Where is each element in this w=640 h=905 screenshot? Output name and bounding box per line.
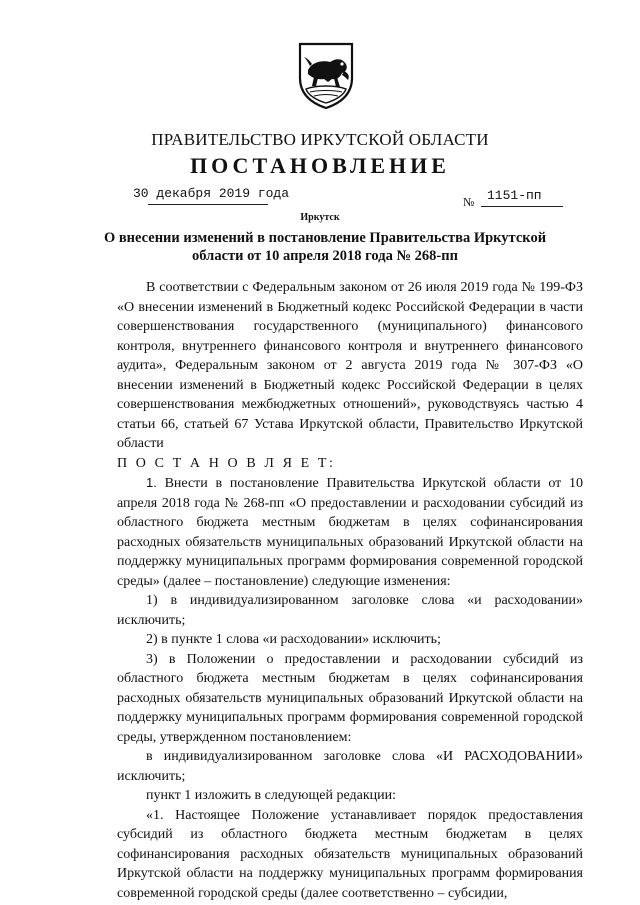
subitem-2: 2) в пункте 1 слова «и расходовании» исключить;	[146, 632, 441, 647]
document-body	[117, 278, 583, 903]
quoted-new-text: «1. Настоящее Положение устанавливает порядок предоставления субсидий из областного бюджета местным бюджетам в целях софинансирования расходных обязательств муниципальных образований Иркутской области на поддержку муниципальных программ формирования современной городской среды (далее соответственно – субсидии,	[117, 807, 583, 901]
item-1-number: 1.	[146, 475, 157, 490]
preamble-paragraph: В соответствии с Федеральным законом от 26 июля 2019 года № 199-ФЗ «О внесении изменений в Бюджетный кодекс Российской Федерации в части совершенствования государственного (муниципального) финансового контроля, внутреннего финансового контроля и внутреннего финансового аудита», Федеральным законом от 2 августа 2019 года № 307-ФЗ «О внесении изменений в Бюджетный кодекс Российской Федерации в целях совершенствования межбюджетных отношений», руководствуясь частью 4 статьи 66, статьей 67 Устава Иркутской области, Правительство Иркутской области	[117, 280, 583, 451]
document-type: ПОСТАНОВЛЕНИЕ	[190, 153, 450, 178]
number-underline	[481, 206, 563, 207]
number-sign: №	[463, 195, 475, 209]
subitem-3-point-1: пункт 1 изложить в следующей редакции:	[146, 788, 396, 803]
city: Иркутск	[300, 212, 340, 223]
irkutsk-coat-of-arms-icon	[296, 40, 356, 110]
resolves-line: П О С Т А Н О В Л Я Е Т:	[117, 455, 336, 471]
document-date: 30 декабря 2019 года	[133, 186, 290, 201]
government-title: ПРАВИТЕЛЬСТВО ИРКУТСКОЙ ОБЛАСТИ	[151, 130, 489, 149]
document-number: 1151-пп	[487, 188, 542, 203]
subitem-3-title-change: в индивидуализированном заголовке слова «И РАСХОДОВАНИИ» исключить;	[117, 749, 583, 784]
document-heading: О внесении изменений в постановление Правительства Иркутской области от 10 апреля 2018 года № 268-пп	[103, 230, 547, 264]
subitem-1: 1) в индивидуализированном заголовке слова «и расходовании» исключить;	[117, 593, 583, 628]
date-underline	[148, 204, 268, 205]
subitem-3: 3) в Положении о предоставлении и расходовании субсидий из областного бюджета местным бюджетам в целях софинансирования расходных обязательств муниципальных образований Иркутской области на поддержку муниципальных программ формирования современной городской среды, утвержденном постановлением:	[117, 651, 583, 745]
item-1-text: Внести в постановление Правительства Иркутской области от 10 апреля 2018 года № 268-пп «О предоставлении и расходовании субсидий из областного бюджета местным бюджетам в целях софинансирования расходных обязательств муниципальных образований Иркутской области на поддержку муниципальных программ формирования современной городской среды» (далее – постановление) следующие изменения:	[117, 476, 583, 589]
item-1-paragraph	[117, 473, 583, 591]
